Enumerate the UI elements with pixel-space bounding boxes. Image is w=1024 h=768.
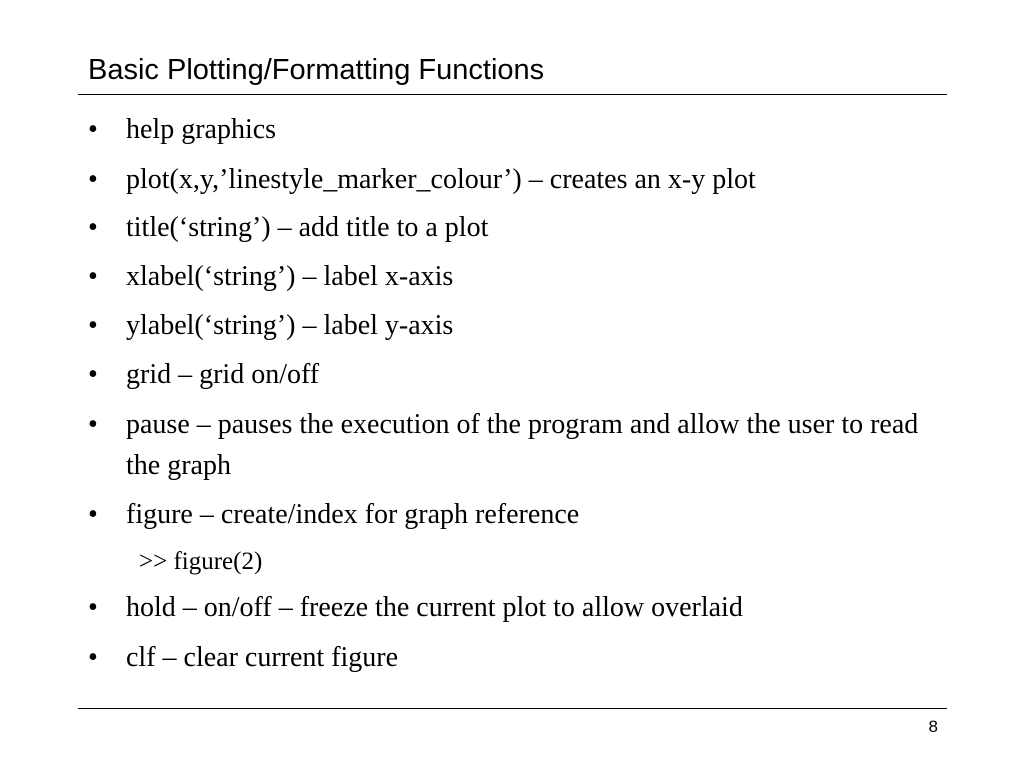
bullet-text: plot(x,y,’linestyle_marker_colour’) – creates an x-y plot bbox=[126, 164, 756, 195]
bullet-text: ylabel(‘string’) – label y-axis bbox=[126, 310, 454, 341]
bullet-text: pause – pauses the execution of the program and allow the user to read the graph bbox=[126, 409, 919, 481]
bullet-icon: • bbox=[88, 409, 98, 440]
bullet-icon: • bbox=[88, 359, 98, 390]
bullet-text: hold – on/off – freeze the current plot to allow overlaid bbox=[126, 592, 743, 623]
bullet-text: title(‘string’) – add title to a plot bbox=[126, 212, 489, 243]
bullet-icon: • bbox=[88, 310, 98, 341]
slide-title: Basic Plotting/Formatting Functions bbox=[88, 54, 545, 86]
bullet-text: clf – clear current figure bbox=[126, 642, 399, 673]
bullet-icon: • bbox=[88, 592, 98, 623]
bullet-icon: • bbox=[88, 261, 98, 292]
bullet-icon: • bbox=[88, 212, 98, 243]
footer-divider bbox=[78, 708, 947, 709]
bullet-text: figure – create/index for graph reference bbox=[126, 499, 580, 530]
bullet-text: xlabel(‘string’) – label x-axis bbox=[126, 261, 454, 292]
bullet-icon: • bbox=[88, 642, 98, 673]
bullet-icon: • bbox=[88, 164, 98, 195]
bullet-icon: • bbox=[88, 499, 98, 530]
code-example: >> figure(2) bbox=[139, 548, 263, 575]
bullet-icon: • bbox=[88, 114, 98, 145]
bullet-text: help graphics bbox=[126, 114, 277, 145]
page-number: 8 bbox=[928, 717, 938, 736]
bullet-text: grid – grid on/off bbox=[126, 359, 320, 390]
